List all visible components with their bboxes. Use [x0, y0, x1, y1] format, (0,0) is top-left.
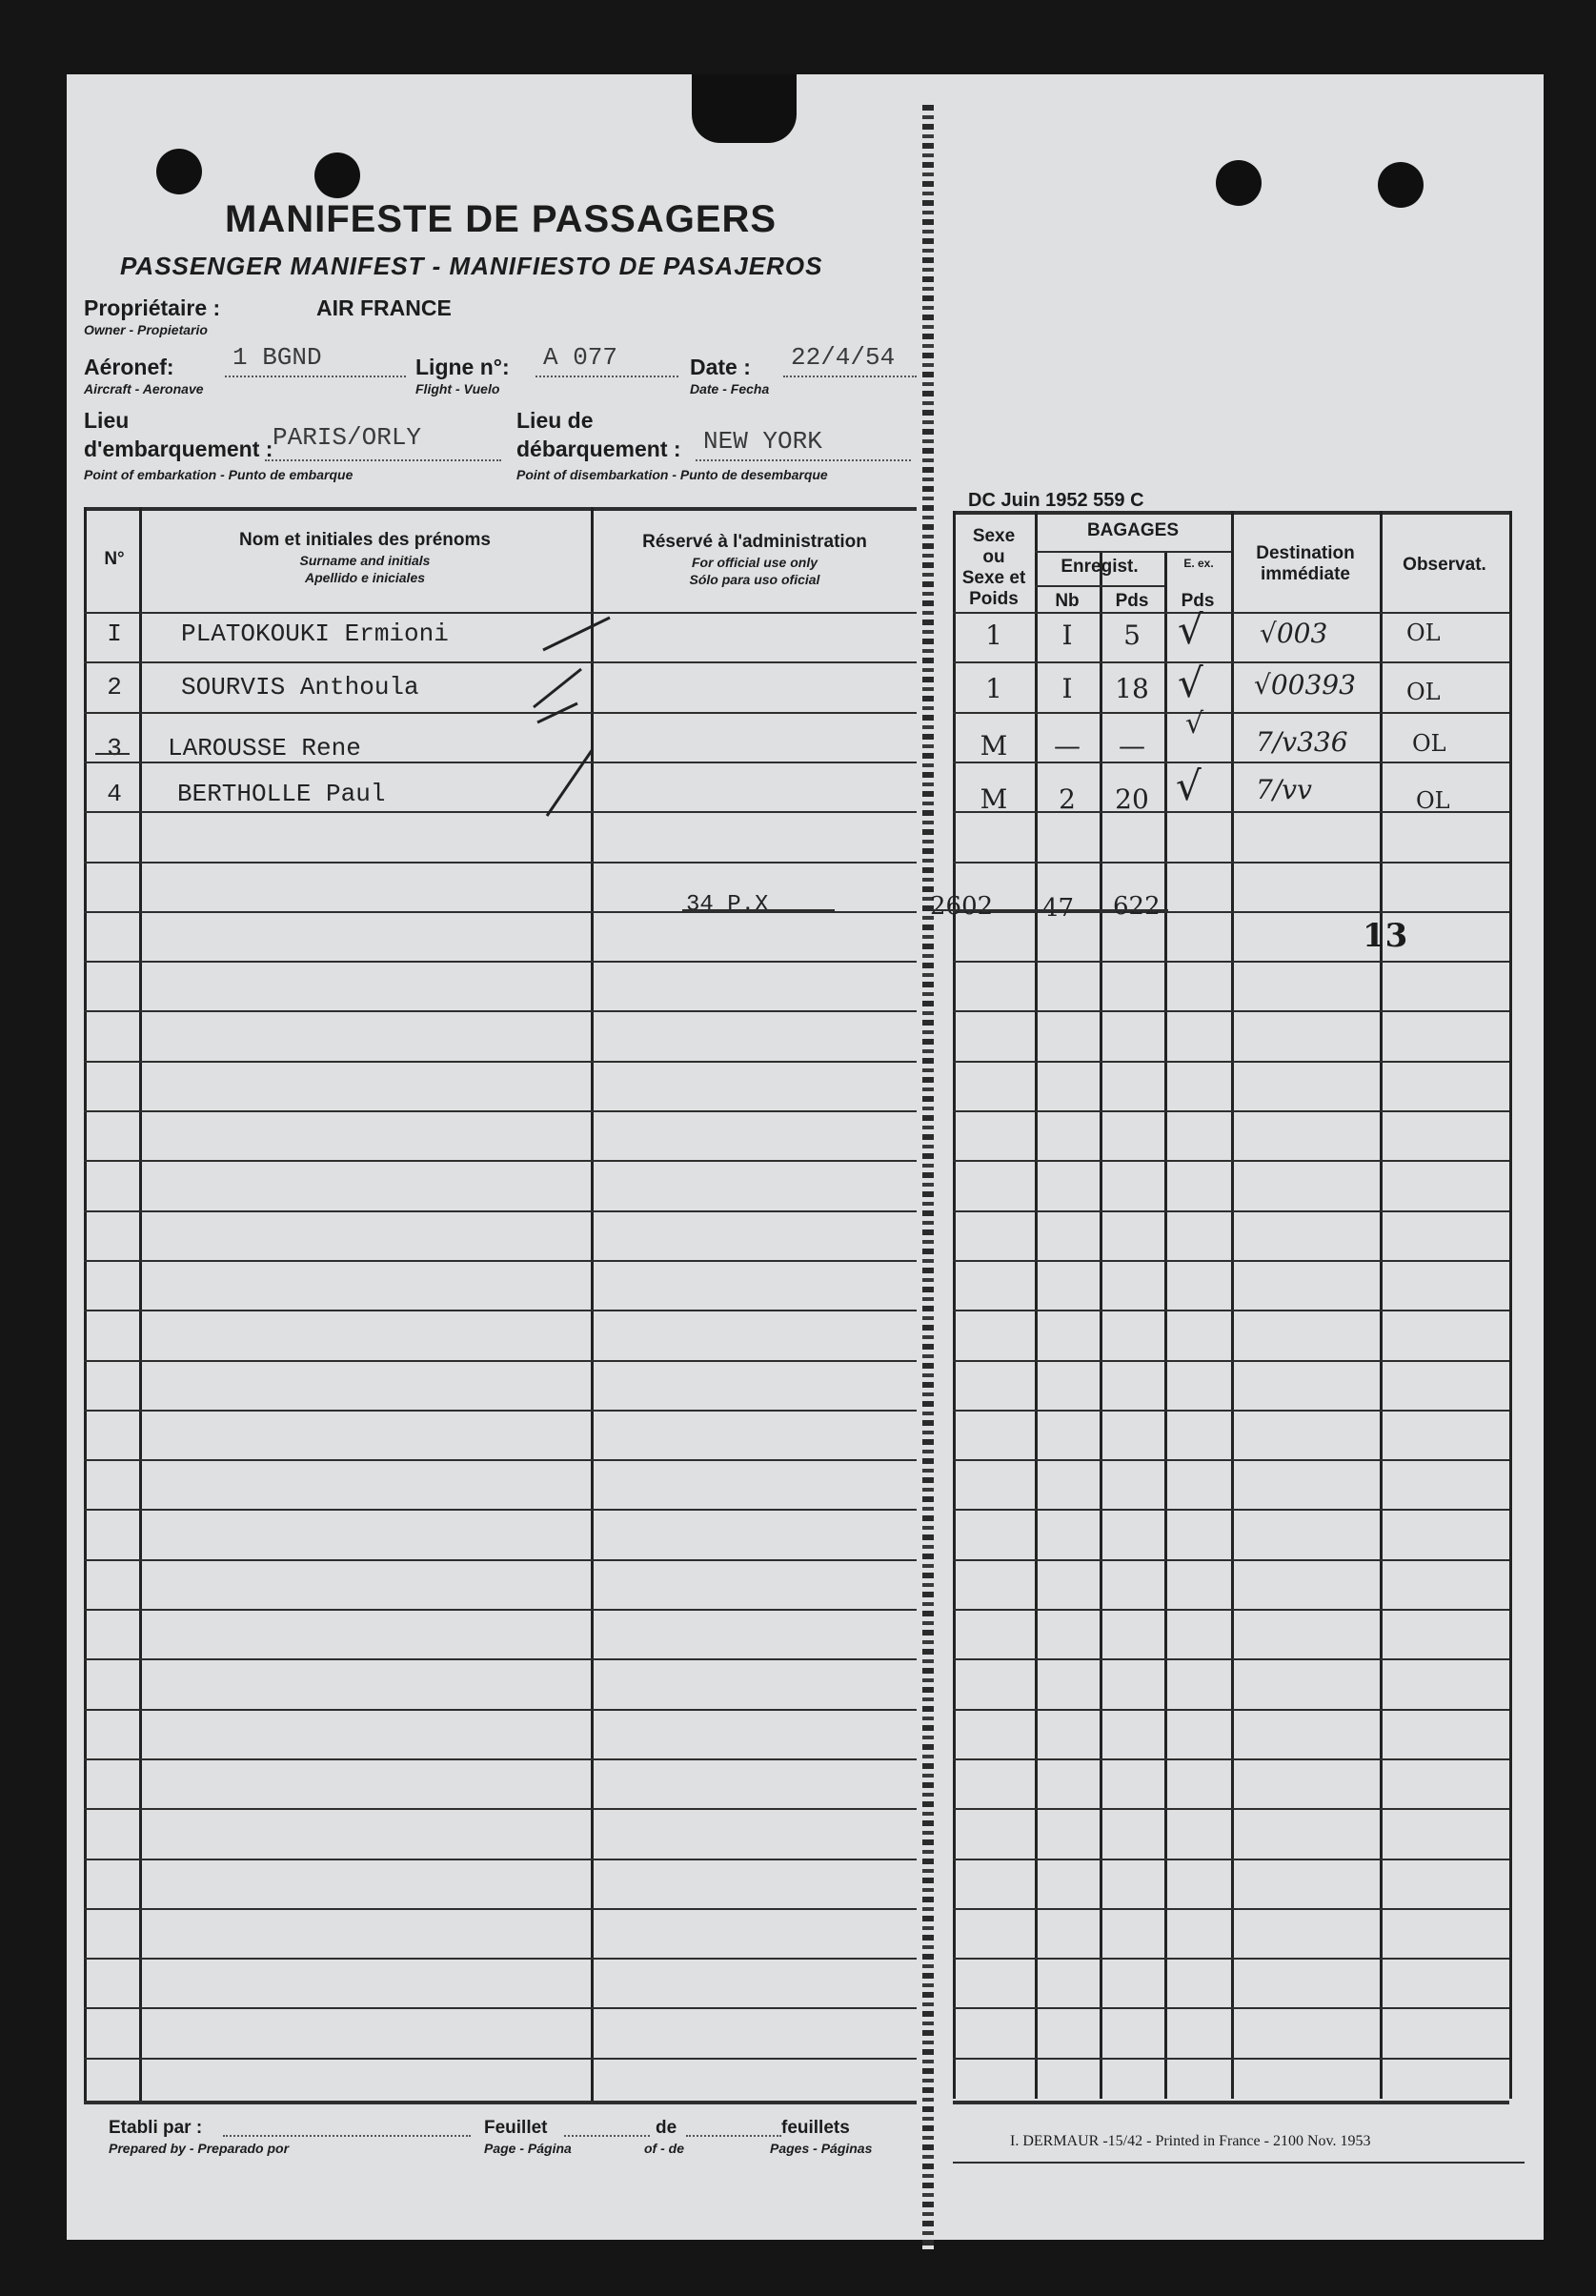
passenger-sex: M: [980, 783, 1008, 815]
passenger-name: BERTHOLLE Paul: [177, 780, 386, 808]
total-count: 13: [1363, 917, 1408, 955]
row-rule: [953, 961, 1509, 963]
destination-code: √00393: [1254, 669, 1356, 701]
col-header-admin-sub1: For official use only: [692, 555, 818, 570]
passenger-sex: M: [980, 730, 1008, 762]
col-header-baggage: BAGAGES: [1086, 520, 1180, 540]
row-rule: [953, 1808, 1509, 1810]
destination-code: 7/v336: [1256, 726, 1348, 758]
col-divider: [1231, 511, 1234, 2099]
row-rule: [953, 862, 1509, 864]
row-rule: [953, 1061, 1509, 1063]
disembark-underline: [696, 459, 911, 461]
strike-through: [95, 753, 130, 755]
row-rule: [953, 1709, 1509, 1711]
row-rule: [953, 1310, 1509, 1311]
remark: OL: [1406, 620, 1441, 646]
total-baggage-weight: 622: [1113, 892, 1161, 921]
form-code: DC Juin 1952 559 C: [968, 490, 1144, 511]
col-header-pds: Pds: [1115, 591, 1149, 611]
disembark-sub: Point of disembarkation - Punto de desembarque: [516, 467, 828, 482]
row-rule: [953, 1110, 1509, 1112]
baggage-weight: 20: [1115, 783, 1149, 815]
row-rule: [953, 1509, 1509, 1511]
row-rule: [953, 612, 1509, 614]
col-header-admin-sub2: Sólo para uso oficial: [689, 572, 820, 587]
registered-header-line: [1035, 585, 1164, 587]
row-rule: [953, 661, 1509, 663]
passenger-name: PLATOKOUKI Ermioni: [181, 620, 449, 648]
col-header-name-sub2: Apellido e iniciales: [304, 570, 426, 585]
strike-through: [930, 909, 1168, 911]
passenger-no: 4: [107, 780, 122, 808]
pages-sub: Pages - Páginas: [770, 2141, 873, 2156]
page-subtitle: PASSENGER MANIFEST - MANIFIESTO DE PASAJEROS: [120, 252, 823, 280]
check-mark: √: [1185, 707, 1204, 741]
row-rule: [84, 1609, 917, 1611]
disembark-label-2: débarquement :: [516, 437, 681, 461]
row-rule: [953, 1459, 1509, 1461]
col-header-sex-2: ou: [982, 547, 1005, 567]
col-divider: [139, 507, 142, 2101]
embark-value: PARIS/ORLY: [273, 423, 422, 452]
strike-through: [682, 909, 835, 911]
page-title: MANIFESTE DE PASSAGERS: [225, 198, 778, 240]
footer-rule: [953, 2162, 1525, 2164]
baggage-weight: 5: [1123, 620, 1141, 651]
row-rule: [84, 612, 917, 614]
of-sub: of - de: [644, 2141, 684, 2156]
date-underline: [783, 376, 917, 377]
total-weight: 2602: [930, 892, 994, 921]
row-rule: [953, 1410, 1509, 1412]
col-header-name-sub1: Surname and initials: [299, 553, 431, 568]
aircraft-sub: Aircraft - Aeronave: [84, 381, 204, 396]
row-rule: [84, 1808, 917, 1810]
row-rule: [84, 1859, 917, 1860]
prepared-by-label: Etabli par :: [109, 2118, 203, 2138]
row-rule: [84, 1410, 917, 1412]
col-header-excess-pds: Pds: [1181, 591, 1215, 611]
col-header-excess: E. ex.: [1183, 557, 1214, 570]
embark-sub: Point of embarkation - Punto de embarque: [84, 467, 354, 482]
check-mark: √: [1178, 660, 1203, 706]
printer-line: I. DERMAUR -15/42 - Printed in France - 2100 Nov. 1953: [1010, 2133, 1371, 2149]
col-header-admin: Réservé à l'administration: [642, 532, 867, 552]
row-rule: [953, 1958, 1509, 1960]
date-value: 22/4/54: [791, 343, 896, 372]
col-divider: [84, 507, 87, 2101]
row-rule: [953, 1658, 1509, 1660]
passenger-name: LAROUSSE Rene: [168, 734, 361, 762]
remark: OL: [1406, 679, 1441, 705]
row-rule: [953, 2058, 1509, 2060]
baggage-count: 2: [1059, 783, 1076, 815]
date-sub: Date - Fecha: [690, 381, 770, 396]
embark-underline: [265, 459, 501, 461]
row-rule: [84, 961, 917, 963]
manifest-sheet: [67, 74, 1544, 2240]
row-rule: [84, 2007, 917, 2009]
page-sub: Page - Página: [484, 2141, 572, 2156]
baggage-weight: —: [1119, 730, 1145, 762]
passenger-no: I: [107, 620, 122, 648]
table-bottom-border-right: [953, 2101, 1509, 2104]
row-rule: [953, 1859, 1509, 1860]
row-rule: [953, 1609, 1509, 1611]
remark: OL: [1412, 730, 1446, 757]
col-divider: [1509, 511, 1512, 2099]
row-rule: [84, 1908, 917, 1910]
col-header-nb: Nb: [1055, 591, 1080, 611]
col-header-destination-2: immédiate: [1261, 564, 1350, 584]
row-rule: [84, 1958, 917, 1960]
row-rule: [84, 1160, 917, 1162]
punch-hole: [1378, 162, 1424, 208]
row-rule: [953, 911, 1509, 913]
passenger-no: 3: [107, 734, 122, 762]
row-rule: [84, 661, 917, 663]
row-rule: [84, 1658, 917, 1660]
passenger-name: SOURVIS Anthoula: [181, 673, 419, 701]
row-rule: [84, 712, 917, 714]
row-rule: [84, 1210, 917, 1212]
aircraft-value: 1 BGND: [232, 343, 322, 372]
col-divider: [1380, 511, 1383, 2099]
row-rule: [84, 1061, 917, 1063]
baggage-header-line: [1035, 551, 1231, 553]
total-baggage-count: 47: [1042, 894, 1075, 923]
page-label: Feuillet: [484, 2118, 548, 2138]
row-rule: [84, 1310, 917, 1311]
passenger-sex: 1: [985, 620, 1002, 651]
row-rule: [953, 2007, 1509, 2009]
row-rule: [953, 712, 1509, 714]
disembark-label-1: Lieu de: [516, 408, 594, 433]
col-header-sex-1: Sexe: [972, 526, 1016, 546]
punch-hole: [314, 152, 360, 198]
passenger-sex: 1: [985, 673, 1002, 704]
embark-label-2: d'embarquement :: [84, 437, 273, 461]
row-rule: [84, 911, 917, 913]
col-divider: [1164, 551, 1167, 2099]
row-rule: [953, 1210, 1509, 1212]
row-rule: [953, 1260, 1509, 1262]
torn-notch: [692, 74, 797, 143]
check-mark: √: [1176, 762, 1202, 809]
remark: OL: [1416, 787, 1450, 814]
row-rule: [84, 1260, 917, 1262]
aircraft-label: Aéronef:: [84, 355, 174, 379]
row-rule: [84, 862, 917, 864]
col-header-remarks: Observat.: [1403, 555, 1486, 575]
row-rule: [953, 1010, 1509, 1012]
disembark-value: NEW YORK: [703, 427, 822, 456]
prepared-by-sub: Prepared by - Preparado por: [109, 2141, 290, 2156]
perforation-line: [922, 105, 934, 2249]
pages-label: feuillets: [781, 2118, 850, 2138]
row-rule: [84, 1709, 917, 1711]
punch-hole: [1216, 160, 1262, 206]
destination-code: √003: [1260, 618, 1328, 649]
page-line: [564, 2135, 650, 2137]
passenger-no: 2: [107, 673, 122, 701]
row-rule: [84, 1758, 917, 1760]
row-rule: [84, 1010, 917, 1012]
row-rule: [953, 762, 1509, 763]
flight-label: Ligne n°:: [415, 355, 510, 379]
row-rule: [84, 1110, 917, 1112]
row-rule: [953, 1559, 1509, 1561]
prepared-by-line: [223, 2135, 471, 2137]
flight-value: A 077: [543, 343, 618, 372]
of-label: de: [656, 2118, 677, 2138]
baggage-count: I: [1061, 673, 1073, 704]
row-rule: [84, 1459, 917, 1461]
of-line: [686, 2135, 781, 2137]
row-rule: [84, 1360, 917, 1362]
pen-strokes: [515, 610, 619, 820]
row-rule: [84, 2058, 917, 2060]
row-rule: [84, 1559, 917, 1561]
row-rule: [953, 1758, 1509, 1760]
date-label: Date :: [690, 355, 751, 379]
aircraft-underline: [225, 376, 406, 377]
row-rule: [953, 1908, 1509, 1910]
destination-code: 7/vv: [1256, 774, 1312, 805]
col-header-registered: Enregist.: [1061, 557, 1139, 577]
baggage-weight: 18: [1115, 673, 1149, 704]
flight-underline: [535, 376, 678, 377]
row-rule: [84, 811, 917, 813]
embark-label-1: Lieu: [84, 408, 130, 433]
table-top-border: [84, 507, 917, 511]
flight-sub: Flight - Vuelo: [415, 381, 500, 396]
baggage-count: I: [1061, 620, 1073, 651]
col-header-destination-1: Destination: [1256, 543, 1355, 563]
punch-hole: [156, 149, 202, 194]
col-header-no: N°: [104, 549, 125, 569]
owner-sub: Owner - Propietario: [84, 322, 208, 337]
row-rule: [953, 1360, 1509, 1362]
owner-value: AIR FRANCE: [316, 295, 452, 320]
check-mark: √: [1178, 606, 1203, 653]
col-header-sex-3: Sexe et: [961, 568, 1026, 588]
col-header-name: Nom et initiales des prénoms: [239, 530, 491, 550]
owner-label: Propriétaire :: [84, 295, 221, 320]
table-bottom-border: [84, 2101, 917, 2104]
row-rule: [953, 1160, 1509, 1162]
total-passengers: 34 P.X: [686, 892, 769, 918]
baggage-count: —: [1054, 730, 1081, 762]
col-header-sex-4: Poids: [969, 589, 1019, 609]
row-rule: [84, 1509, 917, 1511]
